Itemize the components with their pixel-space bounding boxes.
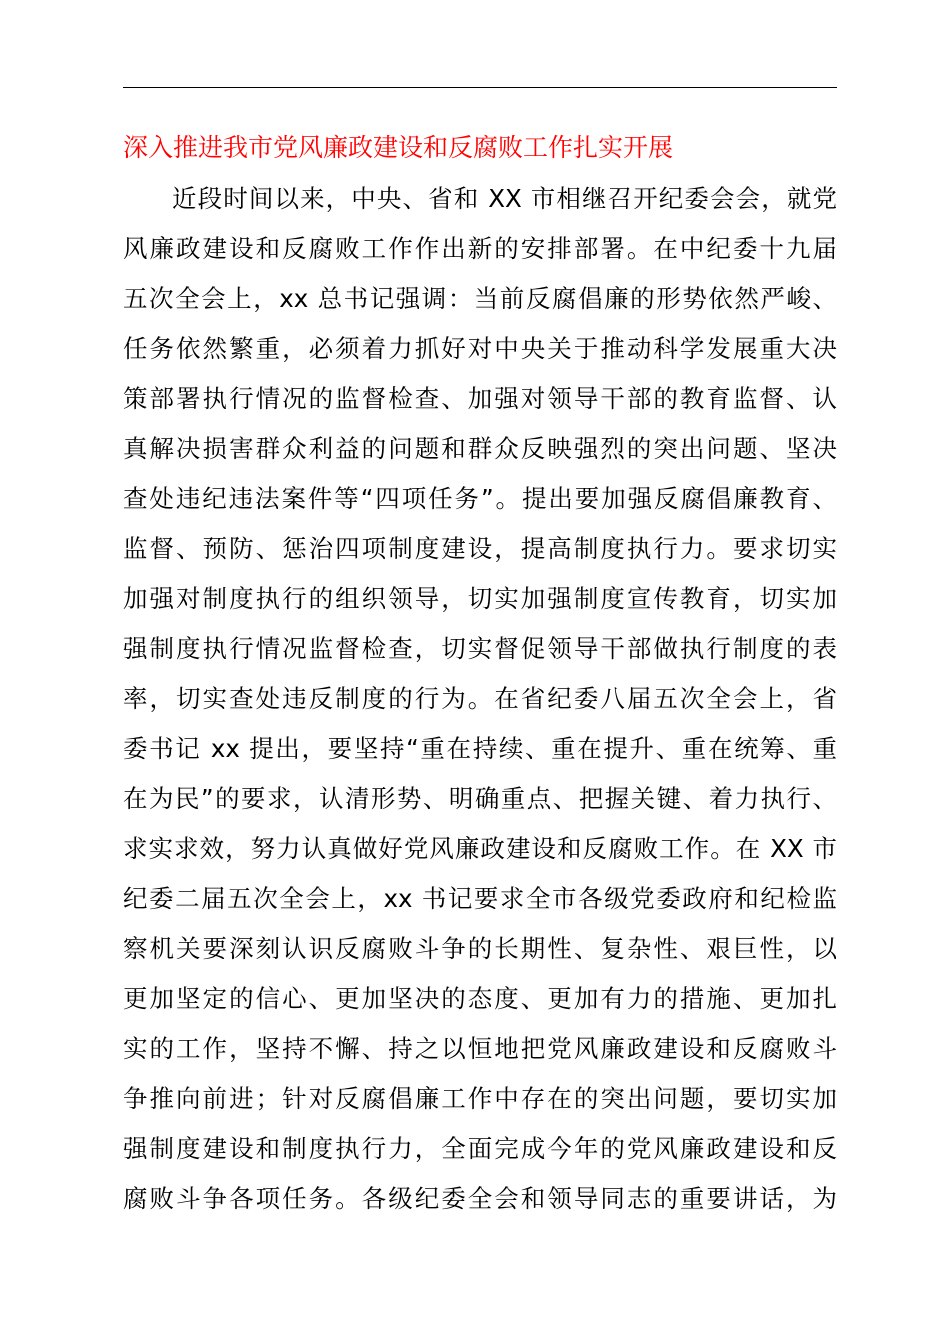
body-paragraph	[123, 174, 837, 1224]
paragraph-line: 查处违纪违法案件等“四项任务”。提出要加强反腐倡廉教育、	[123, 484, 837, 513]
paragraph-line: 强制度执行情况监督检查，切实督促领导干部做执行制度的表	[123, 634, 837, 663]
paragraph-line: 强制度建设和制度执行力，全面完成今年的党风廉政建设和反	[123, 1134, 837, 1163]
paragraph-line: 腐败斗争各项任务。各级纪委全会和领导同志的重要讲话，为	[123, 1184, 837, 1213]
paragraph-line: 任务依然繁重，必须着力抓好对中央关于推动科学发展重大决	[123, 334, 837, 363]
paragraph-line: 率，切实查处违反制度的行为。在省纪委八届五次全会上，省	[123, 684, 837, 713]
paragraph-line: 真解决损害群众利益的问题和群众反映强烈的突出问题、坚决	[123, 434, 837, 463]
paragraph-line: 察机关要深刻认识反腐败斗争的长期性、复杂性、艰巨性，以	[123, 934, 837, 963]
paragraph-line: 加强对制度执行的组织领导，切实加强制度宣传教育，切实加	[123, 584, 837, 613]
paragraph-line: 风廉政建设和反腐败工作作出新的安排部署。在中纪委十九届	[123, 234, 837, 263]
paragraph-line: 纪委二届五次全会上，xx 书记要求全市各级党委政府和纪检监	[123, 884, 837, 913]
paragraph-line: 更加坚定的信心、更加坚决的态度、更加有力的措施、更加扎	[123, 984, 837, 1013]
paragraph-line: 策部署执行情况的监督检查、加强对领导干部的教育监督、认	[123, 384, 837, 413]
paragraph-line: 争推向前进；针对反腐倡廉工作中存在的突出问题，要切实加	[123, 1084, 837, 1113]
paragraph-line: 求实求效，努力认真做好党风廉政建设和反腐败工作。在 XX 市	[123, 834, 837, 863]
document-title: 深入推进我市党风廉政建设和反腐败工作扎实开展	[123, 133, 674, 162]
header-rule	[123, 87, 837, 88]
paragraph-line: 近段时间以来，中央、省和 XX 市相继召开纪委会会，就党	[172, 184, 837, 213]
paragraph-line: 实的工作，坚持不懈、持之以恒地把党风廉政建设和反腐败斗	[123, 1034, 837, 1063]
paragraph-line: 监督、预防、惩治四项制度建设，提高制度执行力。要求切实	[123, 534, 837, 563]
paragraph-line: 五次全会上，xx 总书记强调：当前反腐倡廉的形势依然严峻、	[123, 284, 837, 313]
paragraph-line: 委书记 xx 提出，要坚持“重在持续、重在提升、重在统筹、重	[123, 734, 837, 763]
paragraph-line: 在为民”的要求，认清形势、明确重点、把握关键、着力执行、	[123, 784, 837, 813]
